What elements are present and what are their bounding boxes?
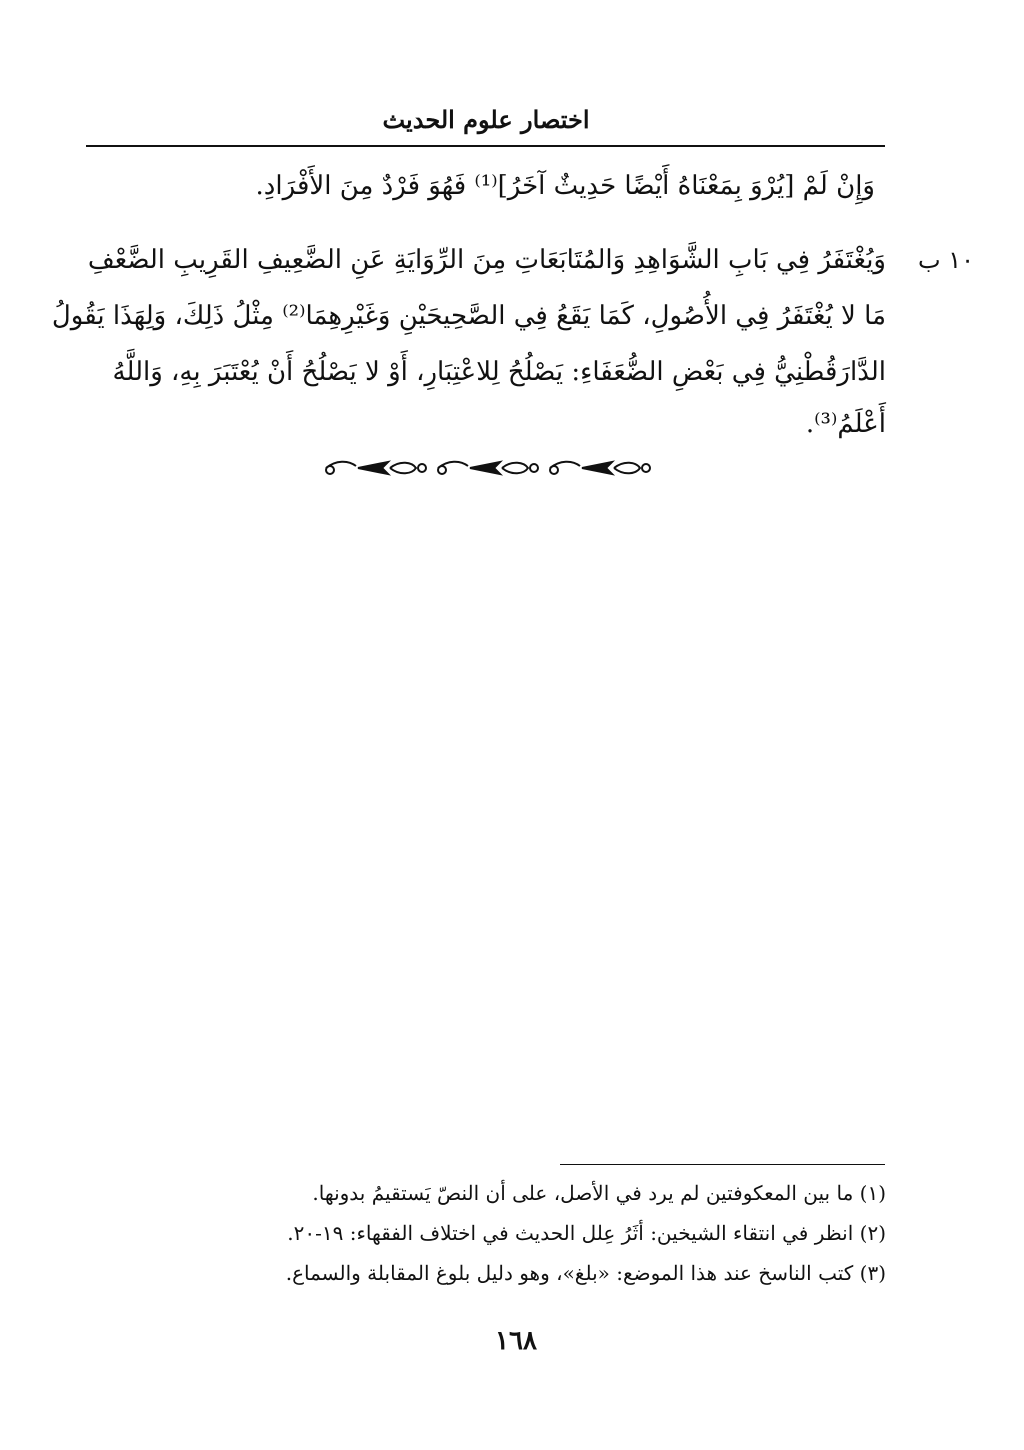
section-end-ornament	[318, 450, 658, 486]
body-line-1: وَإِنْ لَمْ [يُرْوَ بِمَعْنَاهُ أَيْضًا حَدِيثٌ آخَرُ]⁽¹⁾ فَهُوَ فَرْدٌ مِنَ الأَفْرَادِ.	[255, 171, 875, 201]
footnote-1: (١) ما بين المعكوفتين لم يرد في الأصل، على أن النصّ يَستقيمُ بدونها.	[312, 1181, 886, 1205]
header-rule	[86, 145, 885, 147]
ornament-center-motif	[438, 462, 538, 474]
running-head-title: اختصار علوم الحديث	[382, 105, 590, 134]
ornament-left-motif	[326, 462, 426, 474]
body-line-3: مَا لا يُغْتَفَرُ فِي الأُصُولِ، كَمَا يَقَعُ فِي الصَّحِيحَيْنِ وَغَيْرِهِمَا⁽²⁾ مِثْلُ ذَلِكَ، وَلِهَذَا يَقُولُ	[51, 301, 886, 331]
page-number: ١٦٨	[495, 1326, 537, 1356]
margin-folio-note: ١٠ ب	[917, 246, 974, 274]
body-line-2: وَيُغْتَفَرُ فِي بَابِ الشَّوَاهِدِ وَالمُتَابَعَاتِ مِنَ الرِّوَايَةِ عَنِ الضَّعِيفِ القَرِيبِ الضَّعْفِ	[87, 245, 886, 275]
ornament-right-motif	[550, 462, 650, 474]
body-line-5: أَعْلَمُ⁽³⁾.	[805, 409, 886, 439]
footnote-2: (٢) انظر في انتقاء الشيخين: أثَرُ عِلل الحديث في اختلاف الفقهاء: ١٩-٢٠.	[287, 1221, 886, 1245]
body-line-4: الدَّارَقُطْنِيُّ فِي بَعْضِ الضُّعَفَاءِ: يَصْلُحُ لِلاعْتِبَارِ، أَوْ لا يَصْلُحُ أَنْ يُعْتَبَرَ بِهِ، وَاللَّهُ	[112, 357, 886, 387]
footnote-3: (٣) كتب الناسخ عند هذا الموضع: «بلغ»، وهو دليل بلوغ المقابلة والسماع.	[285, 1261, 886, 1285]
footnote-separator	[560, 1164, 885, 1165]
